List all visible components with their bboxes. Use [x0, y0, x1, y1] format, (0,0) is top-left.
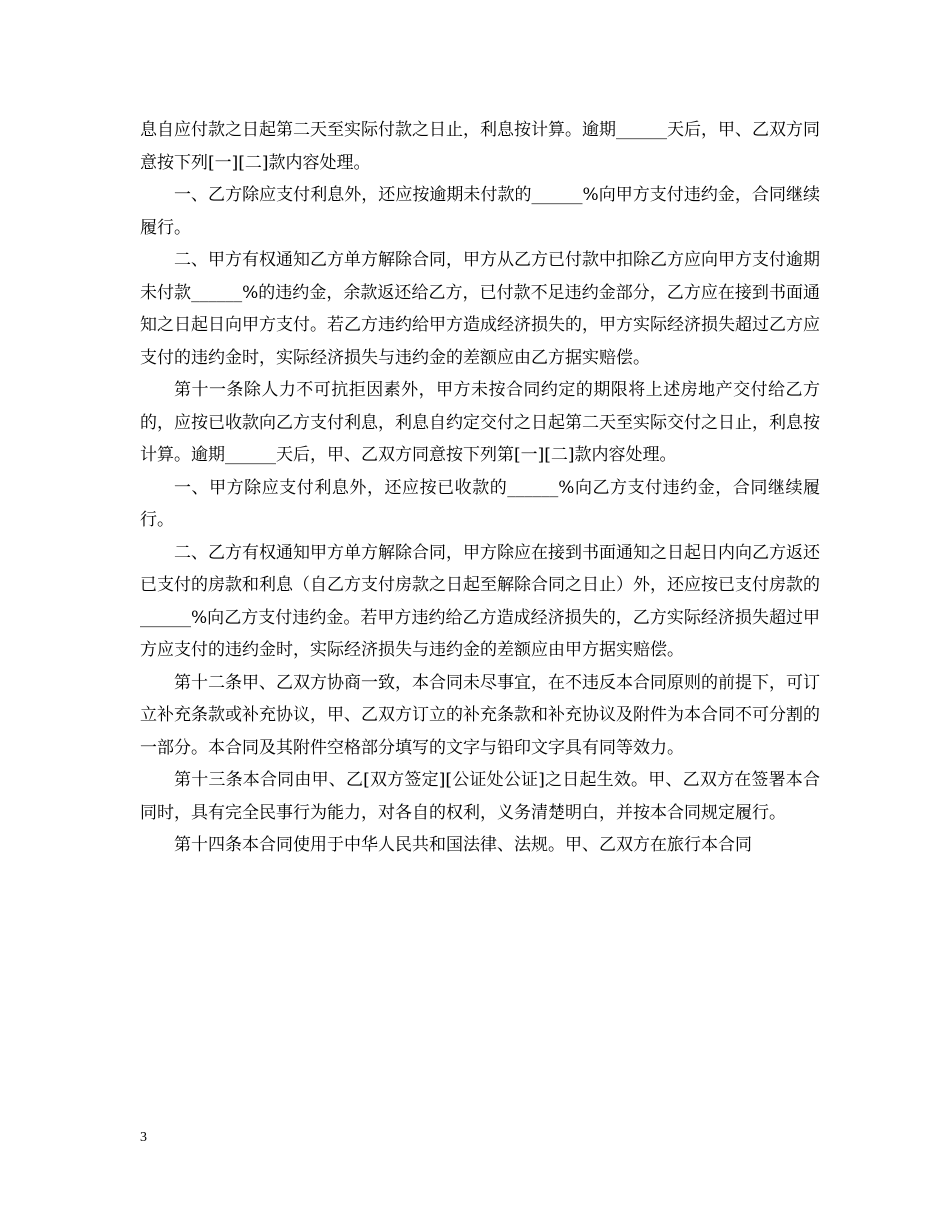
- paragraph-continuation: 息自应付款之日起第二天至实际付款之日止，利息按计算。逾期______天后，甲、乙双方同意按下列[一][二]款内容处理。: [140, 120, 820, 173]
- page-number: 3: [140, 1130, 147, 1145]
- document-body: [140, 114, 820, 862]
- paragraph-article-11-option-1: 一、甲方除应支付利息外，还应按已收款的______%向乙方支付违约金，合同继续履行。: [140, 477, 820, 530]
- paragraph-article-12: 第十二条甲、乙双方协商一致，本合同未尽事宜，在不违反本合同原则的前提下，可订立补充条款或补充协议，甲、乙双方订立的补充条款和补充协议及附件为本合同不可分割的一部分。本合同及其附件空格部分填写的文字与铅印文字具有同等效力。: [140, 672, 820, 758]
- paragraph-article-11-option-2: 二、乙方有权通知甲方单方解除合同，甲方除应在接到书面通知之日起日内向乙方返还已支付的房款和利息（自乙方支付房款之日起至解除合同之日止）外，还应按已支付房款的______%向乙方支付违约金。若甲方违约给乙方造成经济损失的，乙方实际经济损失超过甲方应支付的违约金时，实际经济损失与违约金的差额应由甲方据实赔偿。: [140, 542, 820, 660]
- paragraph-clause-10-option-2: 二、甲方有权通知乙方单方解除合同，甲方从乙方已付款中扣除乙方应向甲方支付逾期未付款______%的违约金，余款返还给乙方，已付款不足违约金部分，乙方应在接到书面通知之日起日向甲方支付。若乙方违约给甲方造成经济损失的，甲方实际经济损失超过乙方应支付的违约金时，实际经济损失与违约金的差额应由乙方据实赔偿。: [140, 250, 820, 368]
- paragraph-article-11: 第十一条除人力不可抗拒因素外，甲方未按合同约定的期限将上述房地产交付给乙方的，应按已收款向乙方支付利息，利息自约定交付之日起第二天至实际交付之日止，利息按计算。逾期______天后，甲、乙双方同意按下列第[一][二]款内容处理。: [140, 380, 820, 465]
- paragraph-article-13: 第十三条本合同由甲、乙[双方签定][公证处公证]之日起生效。甲、乙双方在签署本合同时，具有完全民事行为能力，对各自的权利，义务清楚明白，并按本合同规定履行。: [140, 770, 820, 823]
- paragraph-article-14: 第十四条本合同使用于中华人民共和国法律、法规。甲、乙双方在旅行本合同: [174, 835, 752, 855]
- paragraph-clause-10-option-1: 一、乙方除应支付利息外，还应按逾期未付款的______%向甲方支付违约金，合同继续履行。: [140, 185, 820, 238]
